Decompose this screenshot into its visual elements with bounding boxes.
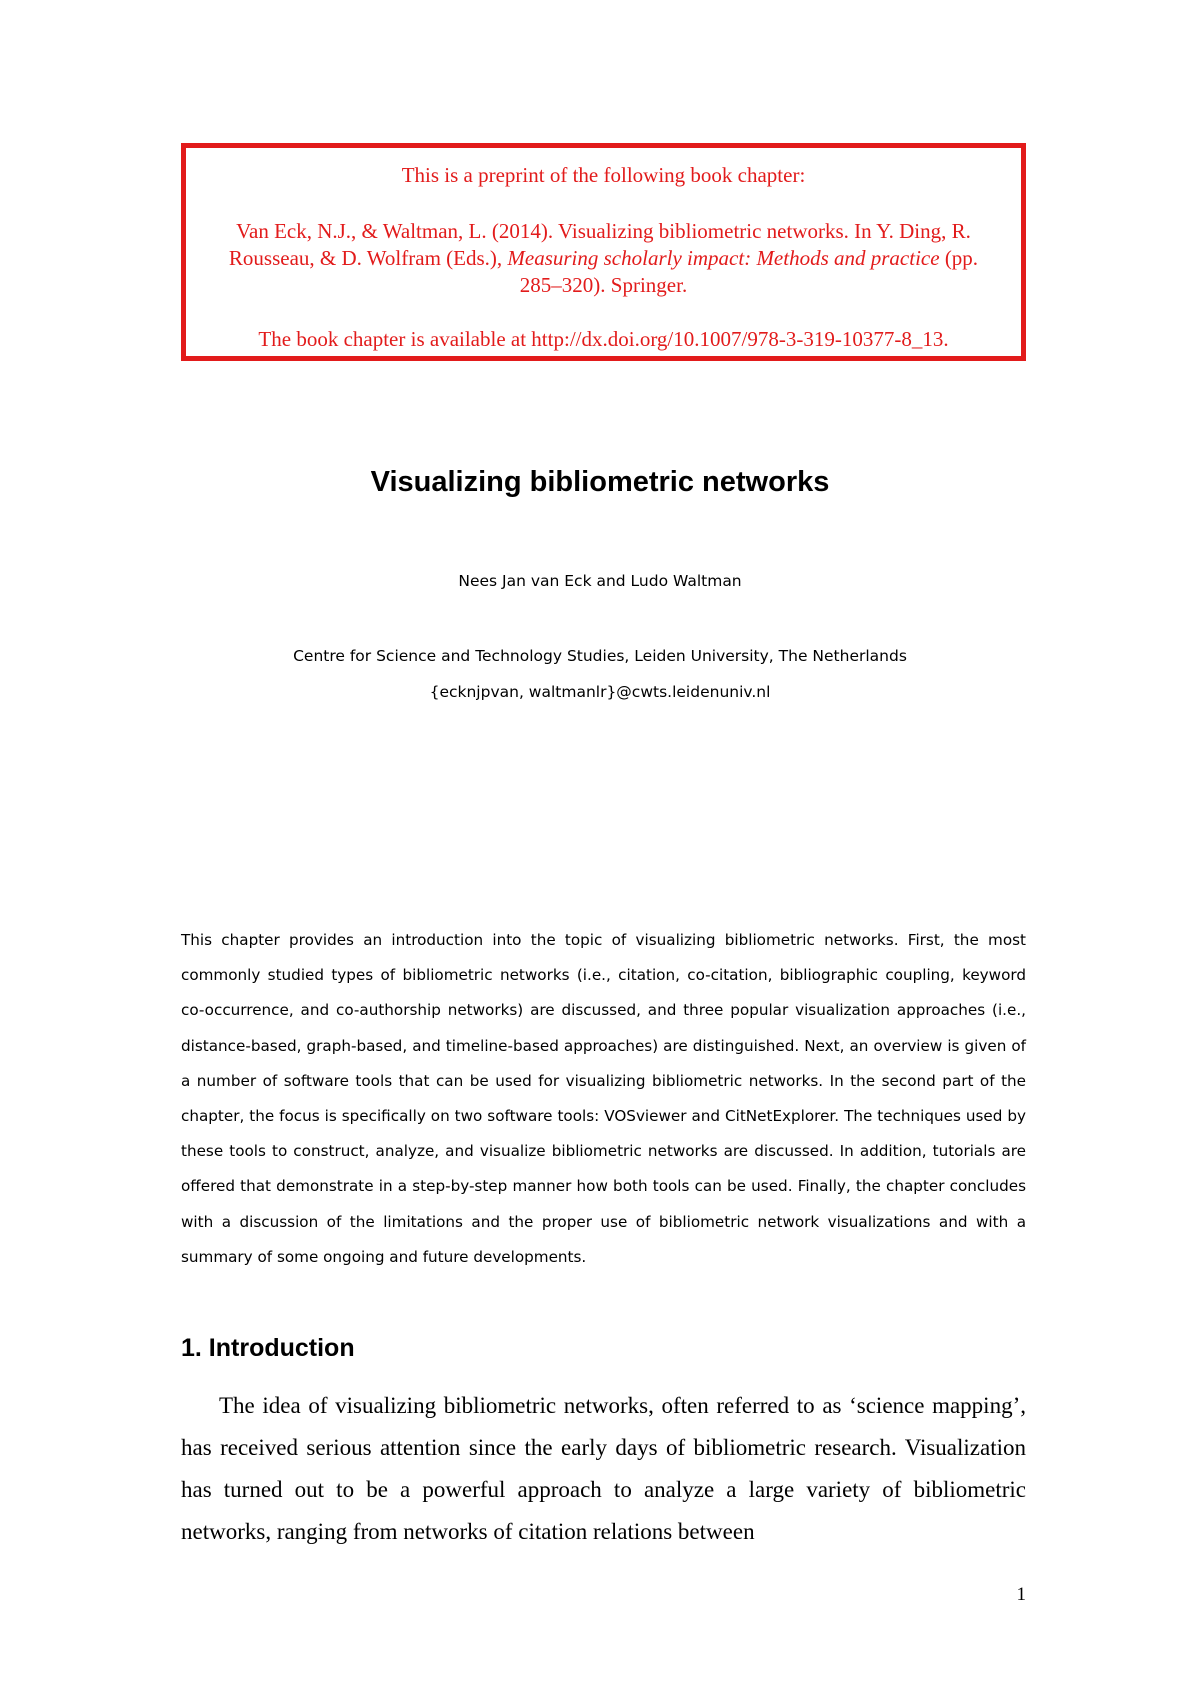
citation-text: Van Eck, N.J., & Waltman, L. (2014). Visualizing bibliometric networks. In Y. Ding, R. Rousseau, & D. Wolfram (Eds.),	[228, 219, 971, 270]
preprint-citation	[216, 218, 991, 299]
paper-title: Visualizing bibliometric networks	[370, 466, 830, 498]
body-paragraph: The idea of visualizing bibliometric networks, often referred to as ‘science mapping’, has received serious attention since the early days of bibliometric research. Visualization has turned out to be a powerful approach to analyze a large variety of bibliometric networks, ranging from networks of citation relations between	[181, 1393, 1026, 1544]
citation-pages-publisher: (pp. 285–320). Springer.	[519, 246, 979, 297]
abstract-paragraph: This chapter provides an introduction into the topic of visualizing bibliometric networks. First, the most commonly studied types of bibliometric networks (i.e., citation, co-citation, bibliographic coupling, keyword co-occurrence, and co-authorship networks) are discussed, and three popular visualization approaches (i.e., distance-based, graph-based, and timeline-based approaches) are distinguished. Next, an overview is given of a number of software tools that can be used for visualizing bibliometric networks. In the second part of the chapter, the focus is specifically on two software tools: VOSviewer and CitNetExplorer. The techniques used by these tools to construct, analyze, and visualize bibliometric networks are discussed. In addition, tutorials are offered that demonstrate in a step-by-step manner how both tools can be used. Finally, the chapter concludes with a discussion of the limitations and the proper use of bibliometric network visualizations and with a summary of some ongoing and future developments.	[181, 931, 1026, 1266]
section-heading: 1. Introduction	[181, 1334, 355, 1362]
preprint-intro: This is a preprint of the following book chapter:	[401, 163, 806, 187]
author-email[interactable]: {ecknjpvan, waltmanlr}@cwts.leidenuniv.nl	[429, 683, 771, 701]
page-number: 1	[1016, 1584, 1026, 1605]
paper-authors: Nees Jan van Eck and Ludo Waltman	[458, 572, 742, 590]
preprint-availability-link[interactable]: The book chapter is available at http://dx.doi.org/10.1007/978-3-319-10377-8_13.	[258, 327, 949, 351]
citation-book-title: Measuring scholarly impact: Methods and practice	[507, 246, 940, 270]
preprint-notice-box	[181, 143, 1026, 361]
author-affiliation: Centre for Science and Technology Studies, Leiden University, The Netherlands	[293, 647, 907, 665]
